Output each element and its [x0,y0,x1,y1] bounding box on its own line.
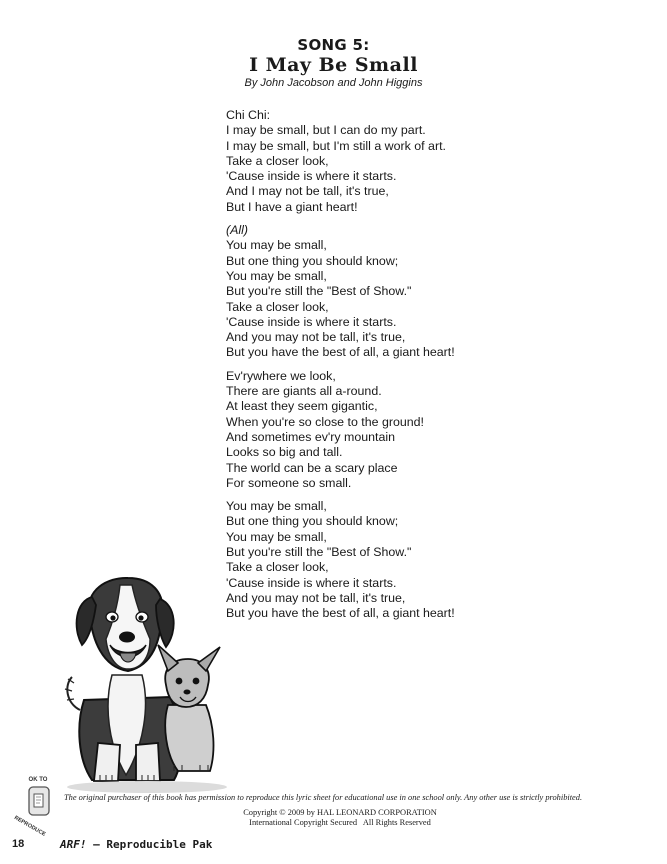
lyric-line: You may be small, [226,268,327,283]
lyric-line: But you're still the "Best of Show." [226,284,412,299]
lyric-line: At least they seem gigantic, [226,399,378,414]
lyric-line: But you have the best of all, a giant heart! [226,345,455,360]
lyric-line: The world can be a scary place [226,460,398,475]
lyric-line: 'Cause inside is where it starts. [226,314,397,329]
byline: By John Jacobson and John Higgins [244,77,423,89]
ok-to-reproduce-badge [13,777,58,838]
lyric-line: But I have a giant heart! [226,199,358,214]
lyric-line: There are giants all a-round. [226,384,382,399]
lyric-line: Take a closer look, [226,299,329,314]
lyric-line: Looks so big and tall. [226,445,343,460]
page-number: 18 [12,838,25,850]
stanza-2 [226,223,646,361]
lyric-line: But you're still the "Best of Show." [226,545,412,560]
stanza-1 [226,108,646,215]
song-number: SONG 5: [297,36,370,54]
book-title [60,838,212,851]
lyric-line: When you're so close to the ground! [226,414,424,429]
rights-line: International Copyright Secured All Rights Reserved [249,818,431,827]
lyric-line: Take a closer look, [226,560,329,575]
lyric-line: But one thing you should know; [226,514,399,529]
lyric-line: 'Cause inside is where it starts. [226,575,397,590]
lyric-line: I may be small, but I'm still a work of art. [226,138,446,153]
copyright-line: Copyright © 2009 by HAL LEONARD CORPORATION [243,808,437,817]
dogs-illustration [62,575,232,800]
lyric-line: For someone so small. [226,475,352,490]
lyric-line: You may be small, [226,499,327,514]
lyric-line: You may be small, [226,238,327,253]
song-title: I May Be Small [249,54,418,76]
lyrics [226,108,646,630]
badge-top-text: OK TO [28,777,48,783]
lyric-line: But you have the best of all, a giant heart! [226,606,455,621]
lyric-line: Ev'rywhere we look, [226,368,336,383]
lyric-line: Chi Chi: [226,108,271,122]
lyric-line: And you may not be tall, it's true, [226,590,406,605]
lyric-line: And sometimes ev'ry mountain [226,429,396,444]
book-title-main: ARF! [60,838,87,851]
copyright-block [190,808,490,828]
stanza-3 [226,369,646,491]
lyric-line: Take a closer look, [226,153,329,168]
lyric-line: But one thing you should know; [226,253,399,268]
lyric-line: You may be small, [226,529,327,544]
lyric-line: 'Cause inside is where it starts. [226,169,397,184]
lyric-line: And I may not be tall, it's true, [226,184,389,199]
book-title-subtitle: — Reproducible Pak [86,838,213,851]
lyric-line: (All) [226,223,249,238]
copier-icon [28,786,50,816]
reproduction-notice: The original purchaser of this book has permission to reproduce this lyric sheet for educational use in one school only. Any other use is strictly prohibited. [64,793,583,802]
stanza-4 [226,499,646,621]
lyric-line: I may be small, but I can do my part. [226,123,426,138]
lyric-line: And you may not be tall, it's true, [226,330,406,345]
badge-side-text: REPRODUCE [13,815,47,838]
